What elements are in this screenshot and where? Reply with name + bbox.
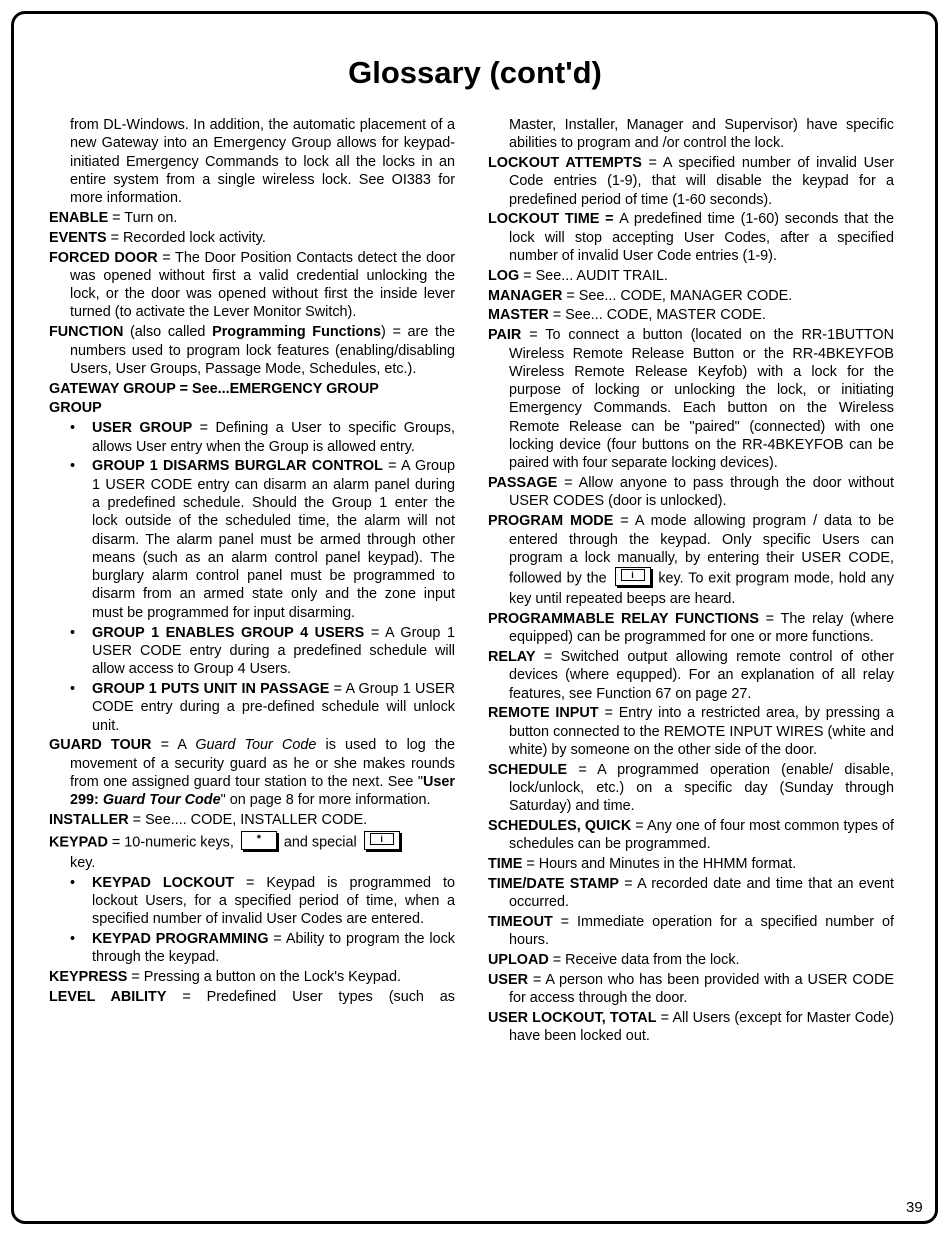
entry-timeout xyxy=(488,913,894,950)
definition: = Pressing a button on the Lock's Keypad. xyxy=(127,969,401,986)
definition: = All Users (except for Master Code) have been locked out. xyxy=(509,1010,895,1045)
definition: = Any one of four most common types of schedules can be programmed. xyxy=(509,818,894,853)
term: KEYPRESS xyxy=(49,969,128,986)
entry-user-lockout-total xyxy=(488,1009,894,1046)
definition-part: = 10-numeric keys, xyxy=(107,834,238,851)
list-item xyxy=(49,457,455,622)
term: EVENTS xyxy=(49,229,107,246)
right-column xyxy=(488,116,894,1047)
list-item xyxy=(49,680,455,735)
definition: = Switched output allowing remote control of other devices (where equpped). For an explanation of all relay features, see Function 67 on page 27. xyxy=(509,649,894,702)
definition-part: = A xyxy=(151,737,196,754)
list-item xyxy=(49,624,455,679)
term: USER LOCKOUT, TOTAL xyxy=(488,1010,657,1027)
term: SCHEDULE xyxy=(488,761,568,778)
definition: = Keypad is programmed to lockout Users, for a specified period of time, when a specified number of invalid User Codes are entered. xyxy=(92,874,455,928)
definition: = Ability to program the lock through the keypad. xyxy=(92,930,456,966)
term: PASSAGE xyxy=(488,475,558,492)
term: KEYPAD xyxy=(49,834,108,851)
definition-part: = A mode allowing program / data to be entered through the keypad. Only specific Users can program a lock manually, by entering their USER CODE, followed by the xyxy=(509,513,894,587)
entry-gateway-group: GATEWAY GROUP = See...EMERGENCY GROUP xyxy=(49,380,379,397)
term: PROGRAM MODE xyxy=(488,513,614,530)
reference-bold: User 299: xyxy=(70,773,455,809)
term: TIME/DATE STAMP xyxy=(488,876,620,893)
entry-user xyxy=(488,971,894,1008)
entry-function xyxy=(49,323,455,378)
special-key-label: i xyxy=(621,569,645,581)
definition: = Defining a User to specific Groups, allows User entry when the Group is allowed entry. xyxy=(92,420,455,455)
definition: = A specified number of invalid User Code entries (1-9), that will disable the keypad for a predefined period of time (1-60 seconds). xyxy=(509,155,894,208)
entry-time xyxy=(488,855,894,873)
definition: = A Group 1 USER CODE entry can disarm an alarm panel during a predefined schedule. Should the Group 1 enter the lock outside of the scheduled time, the alarm will not disarm. The alarm panel must be armed through other means (such as an alarm control panel keypad). The burglary alarm control panel must be programmed to disarm from an armed state only and the zone input must be programmed for input disarming. xyxy=(92,458,455,621)
term: GROUP 1 PUTS UNIT IN PASSAGE xyxy=(92,680,330,697)
page-title: Glossary (cont'd) xyxy=(348,55,602,90)
definition: = Recorded lock activity. xyxy=(106,229,266,246)
entry-lockout-time xyxy=(488,210,894,265)
star-key-icon xyxy=(241,831,277,850)
definition: = See... CODE, MANAGER CODE. xyxy=(562,287,793,304)
term: LOCKOUT ATTEMPTS xyxy=(488,155,642,172)
entry-passage xyxy=(488,474,894,511)
definition: = A programmed operation (enable/ disable, lock/unlock, etc.) on a specific day (Sunday through Saturday) and time. xyxy=(509,761,894,815)
page-number: 39 xyxy=(906,1199,923,1216)
entry-manager xyxy=(488,287,894,305)
definition: = The relay (where equipped) can be programmed for one or more functions. xyxy=(509,610,894,646)
definition: = A Group 1 USER CODE entry during a pre-defined schedule will unlock unit. xyxy=(92,680,456,734)
list-item xyxy=(49,419,455,456)
term: USER GROUP xyxy=(92,420,193,437)
term: TIMEOUT xyxy=(488,914,553,931)
entry-enable xyxy=(49,209,455,227)
entry-program-mode xyxy=(488,512,894,608)
definition: = A recorded date and time that an event occurred. xyxy=(509,876,894,911)
term: PAIR xyxy=(488,327,522,344)
entry-level-ability xyxy=(49,988,455,1006)
special-key-label: i xyxy=(370,833,394,845)
entry-relay xyxy=(488,648,894,703)
definition: key. xyxy=(70,854,96,871)
definition: ) = are the numbers used to program lock features (enabling/disabling Users, User Groups, Passage Mode, Schedules, etc.). xyxy=(70,324,455,377)
definition-part: is used to log the movement of a security guard as he or she makes rounds from one assigned guard tour station to the next. See " xyxy=(70,737,455,790)
definition: A predefined time (1-60) seconds that the lock will stop accepting User Codes, after a specified number of invalid User Code entries (1-9). xyxy=(509,211,894,265)
entry-events xyxy=(49,229,455,247)
definition: " on page 8 for more information. xyxy=(220,792,431,809)
definition: = Entry into a restricted area, by pressing a button connected to the REMOTE INPUT WIRES (white and white) by someone on the other side of the door. xyxy=(509,705,894,758)
list-item xyxy=(49,874,455,929)
entry-keypad xyxy=(49,831,455,872)
term: INSTALLER xyxy=(49,811,129,828)
entry-lockout-attempts xyxy=(488,154,894,209)
entry-guard-tour xyxy=(49,736,455,809)
term: GROUP 1 ENABLES GROUP 4 USERS xyxy=(92,624,365,641)
entry-schedule xyxy=(488,761,894,816)
definition: = Receive data from the lock. xyxy=(548,952,740,969)
term: REMOTE INPUT xyxy=(488,705,599,722)
definition: = Immediate operation for a specified number of hours. xyxy=(509,914,894,949)
entry-remote-input xyxy=(488,704,894,759)
term: FORCED DOOR xyxy=(49,249,158,266)
entry-log xyxy=(488,267,894,285)
term: KEYPAD LOCKOUT xyxy=(92,874,235,891)
entry-upload xyxy=(488,951,894,969)
star-key-label: * xyxy=(256,832,262,845)
term: MANAGER xyxy=(488,287,563,304)
definition: = A Group 1 USER CODE entry during a predefined schedule will allow access to Group 4 Users. xyxy=(92,624,455,678)
term: RELAY xyxy=(488,649,536,666)
special-key-icon xyxy=(615,567,651,586)
definition: key. To exit program mode, hold any key until repeated beeps are heard. xyxy=(509,570,895,608)
level-ability-continuation: Master, Installer, Manager and Supervisor) have specific abilities to program and /or control the lock. xyxy=(509,117,894,152)
term: GUARD TOUR xyxy=(49,737,152,754)
term-alias: Programming Functions xyxy=(212,324,382,341)
entry-group-heading: GROUP xyxy=(49,400,102,417)
reference-bold-italic: Guard Tour Code xyxy=(102,792,221,809)
entry-master xyxy=(488,306,894,324)
entry-schedules-quick xyxy=(488,817,894,854)
term: GROUP 1 DISARMS BURGLAR CONTROL xyxy=(92,458,383,475)
term: LOCKOUT TIME = xyxy=(488,211,620,228)
definition: = To connect a button (located on the RR-1BUTTON Wireless Remote Release Button or the RR-4BKEYFOB Wireless Remote Release Keyfob) with a lock for the purpose of locking or unlocking the lock, or initiating Emergency Commands. Each button on the Wireless Remote Release can be "paired" (connected) with one locking device (four buttons on the RR-4BKEYFOB can be paired with four separate locking devices). xyxy=(509,327,894,472)
group-list xyxy=(49,419,455,735)
definition: = Turn on. xyxy=(108,209,178,226)
term: USER xyxy=(488,972,528,989)
term: KEYPAD PROGRAMMING xyxy=(92,930,269,947)
entry-programmable-relay-functions xyxy=(488,610,894,647)
term: PROGRAMMABLE RELAY FUNCTIONS xyxy=(488,610,759,627)
dl-windows-continuation: from DL-Windows. In addition, the automatic placement of a new Gateway into an Emergency Group allows for keypad-initiated Emergency Commands to lock all the locks in an entire system from a single wireless lock. See OI383 for more information. xyxy=(70,117,455,207)
term: TIME xyxy=(488,856,523,873)
definition: = Hours and Minutes in the HHMM format. xyxy=(522,856,797,873)
term: UPLOAD xyxy=(488,952,549,969)
entry-installer xyxy=(49,811,455,829)
definition: = Predefined User types (such as xyxy=(166,988,455,1005)
term: ENABLE xyxy=(49,209,109,226)
special-key-icon xyxy=(364,831,400,850)
definition-part: and special xyxy=(279,834,361,851)
definition: = Allow anyone to pass through the door without USER CODES (door is unlocked). xyxy=(509,475,894,510)
definition: = See... CODE, MASTER CODE. xyxy=(548,307,766,324)
term: LEVEL ABILITY xyxy=(49,988,167,1005)
entry-forced-door xyxy=(49,249,455,322)
term: LOG xyxy=(488,267,520,284)
definition: = A person who has been provided with a USER CODE for access through the door. xyxy=(509,972,894,1007)
term: MASTER xyxy=(488,307,549,324)
italic-term: Guard Tour Code xyxy=(195,737,317,754)
left-column xyxy=(49,116,455,1008)
definition-part: (also called xyxy=(123,324,213,341)
term: FUNCTION xyxy=(49,324,124,341)
entry-time-date-stamp xyxy=(488,875,894,912)
definition: = The Door Position Contacts detect the door was opened without first a valid credential unlocking the lock, or the door was opened without first the inside lever turned (to activate the Lever Monitor Switch). xyxy=(70,249,455,321)
list-item xyxy=(49,930,455,967)
entry-keypress xyxy=(49,968,455,986)
keypad-list xyxy=(49,874,455,967)
entry-pair xyxy=(488,326,894,472)
definition: = See... AUDIT TRAIL. xyxy=(519,267,668,284)
term: SCHEDULES, QUICK xyxy=(488,818,632,835)
definition: = See.... CODE, INSTALLER CODE. xyxy=(128,811,368,828)
